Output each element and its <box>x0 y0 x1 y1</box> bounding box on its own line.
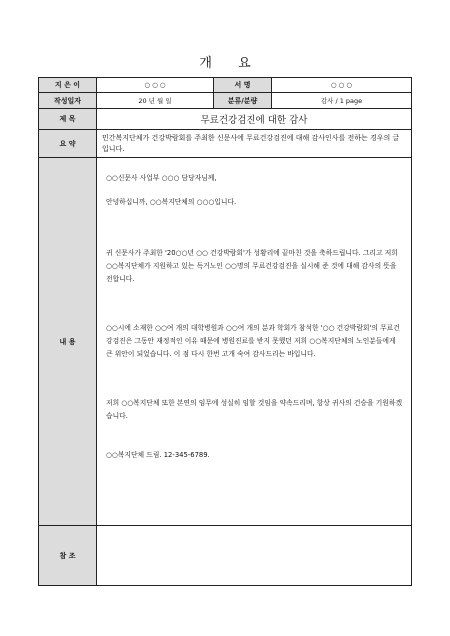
author-value: ○ ○ ○ <box>97 78 214 93</box>
date-value: 20 년 월 일 <box>97 93 214 109</box>
signature-value: ○ ○ ○ <box>272 78 412 93</box>
content-paragraph-congrats: 귀 신문사가 주최한 '20○○년 ○○ 건강박람회'가 성황리에 끝마친 것을 축하드립니다. 그리고 저희 ○○복지단체가 지원하고 있는 독거노인 ○○명의 무료건강검진을 실시해 준 것에 대해 감사의 뜻을 전합니다. <box>106 249 398 283</box>
reference-label: 참 조 <box>39 526 97 586</box>
content-paragraph-sign: ○○복지단체 드림. 12-345-6789. <box>106 451 210 459</box>
content-body <box>97 158 412 526</box>
category-value: 감사 / 1 page <box>272 93 412 109</box>
signature-label: 서 명 <box>214 78 272 93</box>
summary-value: 민간복지단체가 건강박람회를 주최한 신문사에 무료건강검진에 대해 감사인사를 전하는 경우의 글입니다. <box>97 130 412 158</box>
date-label: 작성일자 <box>39 93 97 109</box>
author-label: 지 은 이 <box>39 78 97 93</box>
content-paragraph-intro: 안녕하십니까, ○○복지단체의 ○○○입니다. <box>106 198 237 206</box>
content-paragraph-promise: 저희 ○○복지단체 또한 본연의 임무에 성실히 임할 것임을 약속드리며, 항상 귀사의 건승을 기원하겠습니다. <box>106 399 403 420</box>
subject-value: 무료건강검진에 대한 감사 <box>97 109 412 130</box>
reference-value <box>97 526 412 586</box>
document-title: 개 요 <box>199 56 251 71</box>
summary-label: 요 약 <box>39 130 97 158</box>
content-paragraph-greeting: ○○신문사 사업부 ○○○ 담당자님께, <box>106 174 217 182</box>
subject-label: 제 목 <box>39 109 97 130</box>
content-paragraph-thanks: ○○시에 소재한 ○○여 개의 대학병원과 ○○여 개의 분과 학회가 참석한 '○○ 건강박람회'의 무료건강검진은 그동안 재정적인 이유 때문에 병원진료를 받지 못했던 저희 ○○복지단체의 노인분들에게 큰 위안이 되었습니다. 이 점 다시 한번 고개 숙여 감사드리는 바입니다. <box>106 324 400 358</box>
content-label: 내 용 <box>39 158 97 526</box>
summary-table <box>38 77 412 586</box>
category-label: 분류/분량 <box>214 93 272 109</box>
